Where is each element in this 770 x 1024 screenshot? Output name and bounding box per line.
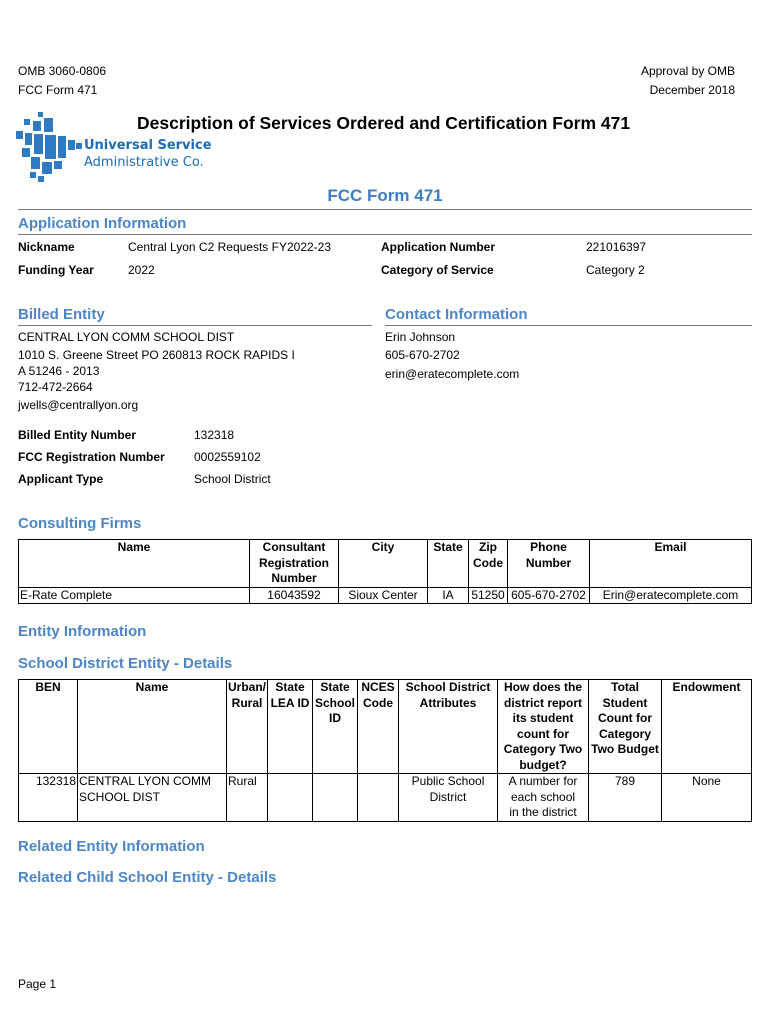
- col-count-method: How does the district report its student count for Category Two budget?: [498, 680, 589, 774]
- table-header-row: [19, 680, 752, 774]
- col-phone: Phone Number: [508, 540, 590, 588]
- col-name: Name: [19, 540, 250, 588]
- entity-info-heading: Entity Information: [18, 623, 147, 640]
- application-number-value: 221016397: [586, 240, 647, 254]
- contact-info-heading: Contact Information: [385, 306, 528, 323]
- contact-phone: 605-670-2702: [385, 348, 460, 362]
- col-city: City: [339, 540, 428, 588]
- col-consultant-reg: Consultant Registration Number: [250, 540, 339, 588]
- billed-entity-heading: Billed Entity: [18, 306, 105, 323]
- col-total-count: Total Student Count for Category Two Budget: [589, 680, 662, 774]
- page-title: Description of Services Ordered and Certification Form 471: [137, 113, 631, 133]
- application-info-heading: Application Information: [18, 215, 187, 232]
- cell-consultant-reg: 16043592: [250, 587, 339, 604]
- logo-line2: Administrative Co.: [84, 155, 204, 170]
- col-state-school-id: State School ID: [313, 680, 358, 774]
- billed-entity-rule: [18, 325, 372, 326]
- col-nces-code: NCES Code: [358, 680, 399, 774]
- omb-number: OMB 3060-0806: [18, 64, 107, 78]
- col-ben: BEN: [19, 680, 78, 774]
- fcc-registration-label: FCC Registration Number: [18, 450, 165, 464]
- cell-count-method: A number for each school in the district: [498, 774, 589, 822]
- contact-name: Erin Johnson: [385, 330, 456, 344]
- school-district-heading: School District Entity - Details: [18, 655, 233, 672]
- col-district-attributes: School District Attributes: [399, 680, 498, 774]
- billed-entity-number-label: Billed Entity Number: [18, 428, 137, 442]
- cell-endowment: None: [662, 774, 752, 822]
- col-urban-rural: Urban/ Rural: [227, 680, 268, 774]
- related-child-heading: Related Child School Entity - Details: [18, 869, 277, 886]
- applicant-type-label: Applicant Type: [18, 472, 104, 486]
- col-endowment: Endowment: [662, 680, 752, 774]
- col-state-lea-id: State LEA ID: [268, 680, 313, 774]
- category-value: Category 2: [586, 263, 645, 277]
- contact-info-rule: [385, 325, 752, 326]
- col-email: Email: [590, 540, 752, 588]
- table-header-row: [19, 540, 752, 588]
- nickname-value: Central Lyon C2 Requests FY2022-23: [128, 240, 332, 254]
- application-info-rule: [18, 234, 752, 235]
- category-label: Category of Service: [381, 263, 494, 277]
- logo-line1: Universal Service: [84, 138, 212, 153]
- billed-entity-phone: 712-472-2664: [18, 380, 93, 394]
- table-row: [19, 587, 752, 604]
- page-number: Page 1: [18, 977, 57, 991]
- col-entity-name: Name: [78, 680, 227, 774]
- cell-entity-name: CENTRAL LYON COMM SCHOOL DIST: [78, 774, 227, 822]
- billed-entity-number: 132318: [194, 428, 235, 442]
- billed-entity-name: CENTRAL LYON COMM SCHOOL DIST: [18, 330, 235, 344]
- col-zip: Zip Code: [469, 540, 508, 588]
- omb-approval: Approval by OMB: [640, 64, 735, 78]
- cell-state: IA: [428, 587, 469, 604]
- nickname-label: Nickname: [18, 240, 75, 254]
- funding-year-label: Funding Year: [18, 263, 94, 277]
- cell-name: E-Rate Complete: [19, 587, 250, 604]
- form-heading-rule: [18, 209, 752, 210]
- cell-phone: 605-670-2702: [508, 587, 590, 604]
- applicant-type-value: School District: [194, 472, 271, 486]
- billed-entity-address2: A 51246 - 2013: [18, 364, 100, 378]
- consulting-firms-heading: Consulting Firms: [18, 515, 142, 532]
- related-entity-heading: Related Entity Information: [18, 838, 205, 855]
- cell-urban-rural: Rural: [227, 774, 268, 822]
- billed-entity-address1: 1010 S. Greene Street PO 260813 ROCK RAPIDS I: [18, 348, 295, 362]
- cell-email: Erin@eratecomplete.com: [590, 587, 752, 604]
- entity-details-table: [18, 679, 752, 822]
- cell-zip: 51250: [469, 587, 508, 604]
- cell-ben: 132318: [19, 774, 78, 822]
- contact-email: erin@eratecomplete.com: [385, 367, 520, 381]
- cell-city: Sioux Center: [339, 587, 428, 604]
- cell-nces-code: [358, 774, 399, 822]
- cell-total-count: 789: [589, 774, 662, 822]
- consulting-firms-table: [18, 539, 752, 604]
- billed-entity-email: jwells@centrallyon.org: [18, 398, 139, 412]
- form-number: FCC Form 471: [18, 83, 98, 97]
- form-heading: FCC Form 471: [327, 186, 443, 205]
- fcc-registration-number: 0002559102: [194, 450, 261, 464]
- approval-date: December 2018: [649, 83, 735, 97]
- col-state: State: [428, 540, 469, 588]
- cell-district-attributes: Public School District: [399, 774, 498, 822]
- table-row: [19, 774, 752, 822]
- application-number-label: Application Number: [381, 240, 496, 254]
- cell-state-lea-id: [268, 774, 313, 822]
- funding-year-value: 2022: [128, 263, 155, 277]
- cell-state-school-id: [313, 774, 358, 822]
